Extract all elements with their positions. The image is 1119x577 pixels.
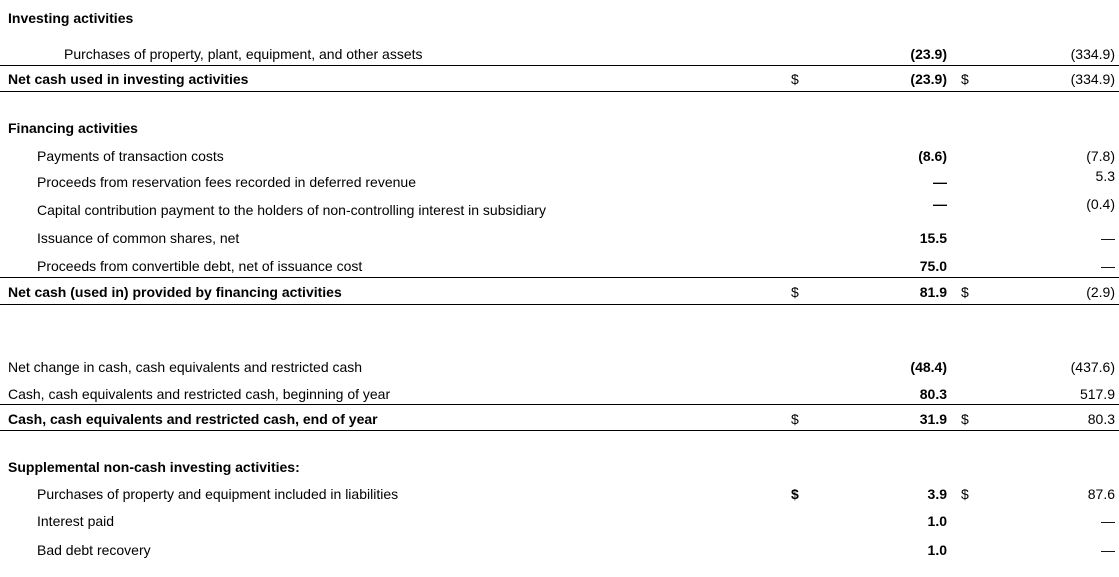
current-year-value: 80.3 <box>919 386 947 402</box>
prior-year-value: 517.9 <box>1079 386 1115 402</box>
row-label: Capital contribution payment to the holders of non-controlling interest in subsidiary <box>37 202 546 218</box>
prior-year-value: — <box>1101 542 1115 558</box>
prior-year-value: 87.6 <box>1087 486 1115 502</box>
section-header-label: Investing activities <box>8 10 134 26</box>
currency-symbol: $ <box>961 411 969 427</box>
currency-symbol: $ <box>791 486 799 502</box>
table-row <box>0 227 1119 249</box>
current-year-value: (23.9) <box>910 46 947 62</box>
section-header-label: Financing activities <box>8 120 138 136</box>
total-row-financing <box>0 281 1119 303</box>
prior-year-value: — <box>1101 513 1115 529</box>
prior-year-value: (334.9) <box>1070 71 1115 87</box>
table-row <box>0 483 1119 505</box>
table-row <box>0 383 1119 405</box>
current-year-value: 3.9 <box>927 486 947 502</box>
row-label: Proceeds from reservation fees recorded in deferred revenue <box>37 174 416 190</box>
row-label: Proceeds from convertible debt, net of issuance cost <box>37 258 363 274</box>
table-row <box>0 168 1119 193</box>
row-label: Net cash (used in) provided by financing activities <box>8 284 342 300</box>
table-row <box>0 196 1119 221</box>
prior-year-value: — <box>1101 258 1115 274</box>
row-label: Purchases of property, plant, equipment, and other assets <box>64 46 423 62</box>
row-label: Cash, cash equivalents and restricted cash, beginning of year <box>8 386 391 402</box>
prior-year-value: (0.4) <box>1086 196 1115 212</box>
row-label: Cash, cash equivalents and restricted cash, end of year <box>8 411 378 427</box>
table-row <box>0 255 1119 277</box>
total-row-investing <box>0 68 1119 90</box>
row-label: Net cash used in investing activities <box>8 71 249 87</box>
current-year-value: (8.6) <box>918 148 947 164</box>
table-row <box>0 510 1119 532</box>
section-header-financing <box>0 117 1119 139</box>
table-row <box>0 145 1119 167</box>
currency-symbol: $ <box>791 284 799 300</box>
table-row <box>0 43 1119 65</box>
currency-symbol: $ <box>791 411 799 427</box>
divider <box>0 304 1119 305</box>
currency-symbol: $ <box>791 71 799 87</box>
section-header-supplemental <box>0 456 1119 478</box>
prior-year-value: — <box>1101 230 1115 246</box>
row-label: Bad debt recovery <box>37 542 151 558</box>
prior-year-value: (7.8) <box>1086 148 1115 164</box>
divider <box>0 65 1119 66</box>
current-year-value: — <box>933 174 947 190</box>
section-header-investing <box>0 7 1119 29</box>
row-label: Interest paid <box>37 513 115 529</box>
row-label: Issuance of common shares, net <box>37 230 240 246</box>
currency-symbol: $ <box>961 284 969 300</box>
current-year-value: 81.9 <box>919 284 947 300</box>
row-label: Payments of transaction costs <box>37 148 224 164</box>
current-year-value: 31.9 <box>919 411 947 427</box>
prior-year-value: (2.9) <box>1086 284 1115 300</box>
divider <box>0 277 1119 278</box>
total-row-summary <box>0 408 1119 430</box>
current-year-value: 1.0 <box>927 513 947 529</box>
current-year-value: (23.9) <box>910 71 947 87</box>
table-row <box>0 539 1119 561</box>
currency-symbol: $ <box>961 486 969 502</box>
table-row <box>0 356 1119 378</box>
current-year-value: (48.4) <box>910 359 947 375</box>
current-year-value: 1.0 <box>927 542 947 558</box>
current-year-value: — <box>933 196 947 212</box>
divider <box>0 404 1119 405</box>
prior-year-value: 5.3 <box>1095 168 1115 184</box>
prior-year-value: 80.3 <box>1087 411 1115 427</box>
currency-symbol: $ <box>961 71 969 87</box>
current-year-value: 75.0 <box>919 258 947 274</box>
current-year-value: 15.5 <box>919 230 947 246</box>
prior-year-value: (334.9) <box>1070 46 1115 62</box>
section-header-label: Supplemental non-cash investing activities: <box>8 459 300 475</box>
prior-year-value: (437.6) <box>1070 359 1115 375</box>
row-label: Purchases of property and equipment included in liabilities <box>37 486 399 502</box>
divider <box>0 91 1119 92</box>
row-label: Net change in cash, cash equivalents and restricted cash <box>8 359 363 375</box>
divider <box>0 430 1119 431</box>
